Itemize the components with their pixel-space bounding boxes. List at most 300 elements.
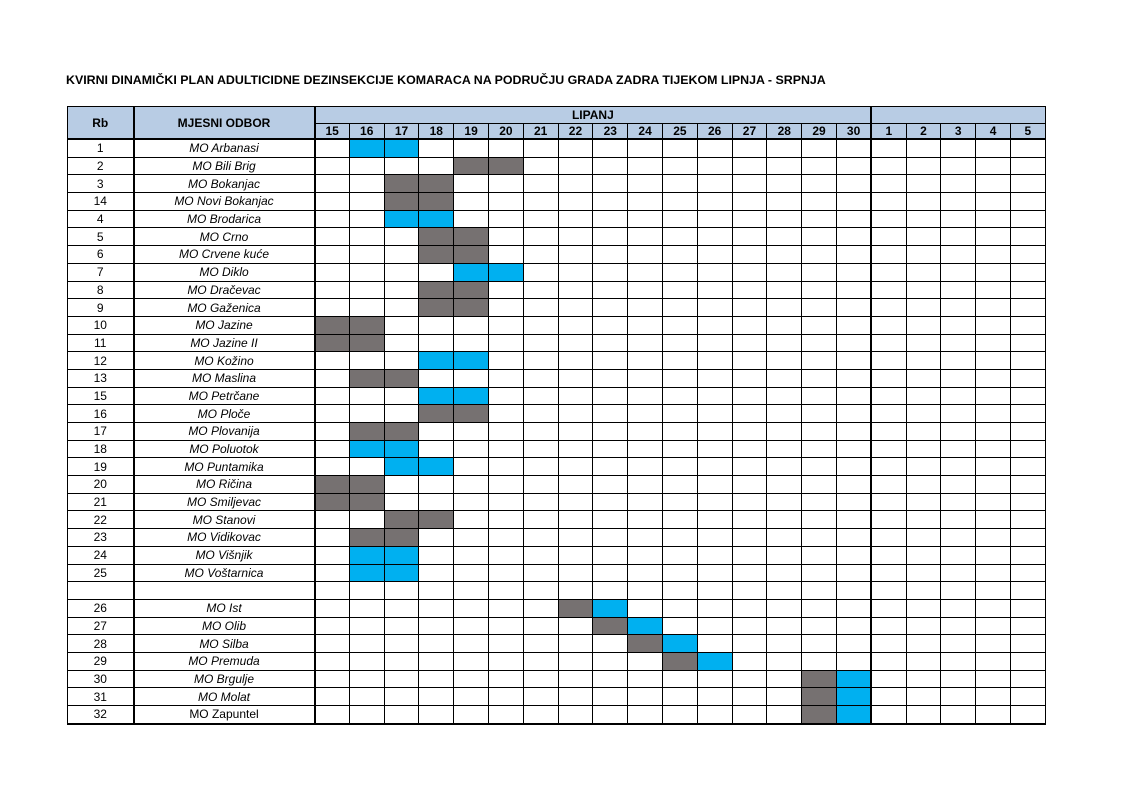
schedule-cell [906,706,941,724]
schedule-cell [523,263,558,281]
schedule-cell [558,193,593,211]
schedule-cell-gray [593,617,628,635]
schedule-cell [488,316,523,334]
schedule-cell [628,139,663,157]
schedule-cell [349,599,384,617]
schedule-cell [767,617,802,635]
schedule-cell [941,635,976,653]
table-row [68,706,1046,724]
schedule-cell [558,706,593,724]
schedule-cell [732,688,767,706]
schedule-cell [384,316,419,334]
schedule-cell [697,157,732,175]
schedule-cell [628,228,663,246]
schedule-cell [662,529,697,547]
schedule-cell [1010,175,1045,193]
schedule-cell [558,334,593,352]
schedule-cell [315,511,350,529]
schedule-cell [523,599,558,617]
schedule-cell [871,210,906,228]
schedule-cell [836,369,871,387]
schedule-cell [315,352,350,370]
schedule-cell [906,617,941,635]
schedule-cell-blue [454,387,489,405]
schedule-table [67,106,1046,725]
schedule-cell [941,299,976,317]
table-row [68,476,1046,494]
schedule-cell [593,440,628,458]
schedule-cell [802,617,837,635]
schedule-cell [1010,228,1045,246]
schedule-cell [315,706,350,724]
schedule-cell-gray [419,405,454,423]
schedule-cell [976,228,1011,246]
schedule-cell [802,582,837,600]
schedule-cell [941,246,976,264]
schedule-cell-blue [454,263,489,281]
schedule-cell [836,440,871,458]
schedule-cell [906,670,941,688]
table-row [68,599,1046,617]
schedule-cell [1010,688,1045,706]
row-number: 10 [68,316,134,334]
schedule-cell [454,564,489,582]
schedule-cell [593,299,628,317]
header-day: 16 [349,124,384,140]
schedule-cell [523,617,558,635]
header-day: 15 [315,124,350,140]
schedule-cell [836,617,871,635]
schedule-cell [523,546,558,564]
schedule-cell [315,369,350,387]
schedule-cell [315,405,350,423]
schedule-cell [732,210,767,228]
row-number: 13 [68,369,134,387]
schedule-cell [488,564,523,582]
schedule-cell [558,493,593,511]
schedule-cell [697,316,732,334]
schedule-cell [1010,423,1045,441]
schedule-cell [767,175,802,193]
schedule-cell [419,316,454,334]
schedule-cell [454,493,489,511]
schedule-cell [697,193,732,211]
schedule-cell [349,228,384,246]
schedule-cell [523,670,558,688]
schedule-cell [906,493,941,511]
schedule-cell [523,210,558,228]
schedule-cell [871,316,906,334]
schedule-cell [454,546,489,564]
schedule-cell [802,440,837,458]
schedule-cell [697,529,732,547]
schedule-cell [488,599,523,617]
schedule-cell [732,246,767,264]
schedule-cell [384,228,419,246]
header-day: 22 [558,124,593,140]
schedule-cell [802,546,837,564]
schedule-cell [419,688,454,706]
schedule-cell [732,529,767,547]
schedule-cell-gray [384,193,419,211]
schedule-cell [976,139,1011,157]
schedule-cell [836,246,871,264]
schedule-cell [976,564,1011,582]
mjesni-odbor-name: MO Stanovi [134,511,315,529]
schedule-cell [454,617,489,635]
schedule-cell [349,511,384,529]
schedule-cell [384,670,419,688]
schedule-cell [836,599,871,617]
schedule-cell [871,157,906,175]
schedule-cell [836,139,871,157]
schedule-cell [767,157,802,175]
schedule-cell [697,564,732,582]
schedule-cell [523,564,558,582]
schedule-cell [454,139,489,157]
mjesni-odbor-name: MO Novi Bokanjac [134,193,315,211]
schedule-cell [976,157,1011,175]
schedule-cell [662,405,697,423]
schedule-cell [976,493,1011,511]
mjesni-odbor-name: MO Olib [134,617,315,635]
schedule-cell [941,706,976,724]
row-number: 25 [68,564,134,582]
schedule-cell [488,476,523,494]
row-number: 9 [68,299,134,317]
schedule-cell [523,299,558,317]
schedule-cell-gray [419,299,454,317]
schedule-cell [906,458,941,476]
schedule-cell-blue [454,352,489,370]
schedule-cell [593,476,628,494]
schedule-cell [732,157,767,175]
schedule-cell [941,316,976,334]
schedule-cell [662,423,697,441]
row-number: 4 [68,210,134,228]
schedule-cell [488,281,523,299]
schedule-cell [697,688,732,706]
schedule-cell [906,139,941,157]
schedule-cell [732,582,767,600]
schedule-cell [593,352,628,370]
header-day: 2 [906,124,941,140]
schedule-cell [767,387,802,405]
schedule-cell [1010,635,1045,653]
schedule-cell [906,210,941,228]
schedule-cell [628,405,663,423]
schedule-cell-gray [419,511,454,529]
schedule-cell [384,157,419,175]
schedule-cell [349,458,384,476]
schedule-cell [662,175,697,193]
schedule-cell [593,281,628,299]
schedule-cell [976,175,1011,193]
row-number: 16 [68,405,134,423]
row-number: 29 [68,652,134,670]
schedule-cell [488,139,523,157]
schedule-cell [697,246,732,264]
schedule-cell-gray [454,281,489,299]
schedule-cell [802,175,837,193]
schedule-cell [802,246,837,264]
schedule-cell [732,316,767,334]
row-number: 20 [68,476,134,494]
schedule-cell [871,263,906,281]
schedule-cell [697,511,732,529]
schedule-cell [836,334,871,352]
schedule-cell [628,652,663,670]
schedule-cell [976,193,1011,211]
row-number: 26 [68,599,134,617]
schedule-cell [697,599,732,617]
schedule-cell [628,193,663,211]
schedule-cell [871,405,906,423]
schedule-cell [419,263,454,281]
schedule-cell [315,263,350,281]
schedule-cell [384,599,419,617]
header-day: 21 [523,124,558,140]
schedule-cell [802,529,837,547]
mjesni-odbor-name: MO Brodarica [134,210,315,228]
schedule-cell [941,529,976,547]
schedule-cell-gray [419,193,454,211]
schedule-cell [871,688,906,706]
schedule-cell-gray [349,369,384,387]
row-number: 32 [68,706,134,724]
schedule-cell [732,493,767,511]
schedule-cell [1010,706,1045,724]
schedule-cell [1010,246,1045,264]
schedule-cell [1010,210,1045,228]
row-number: 23 [68,529,134,547]
table-row [68,352,1046,370]
schedule-cell [941,387,976,405]
schedule-cell [941,157,976,175]
schedule-cell [767,210,802,228]
schedule-cell [593,546,628,564]
schedule-cell [315,670,350,688]
schedule-cell [871,652,906,670]
schedule-cell-gray [384,175,419,193]
schedule-cell [593,458,628,476]
schedule-cell-blue [384,440,419,458]
schedule-cell [697,281,732,299]
schedule-cell [558,316,593,334]
schedule-cell [558,564,593,582]
schedule-cell [836,352,871,370]
schedule-cell [941,334,976,352]
schedule-cell [349,635,384,653]
schedule-cell [558,228,593,246]
schedule-cell [767,423,802,441]
schedule-cell [732,352,767,370]
schedule-cell [767,316,802,334]
schedule-cell [767,546,802,564]
mjesni-odbor-name: MO Diklo [134,263,315,281]
schedule-cell [941,281,976,299]
schedule-cell [941,546,976,564]
schedule-cell [349,281,384,299]
schedule-cell [628,599,663,617]
schedule-cell [976,529,1011,547]
table-row [68,458,1046,476]
schedule-cell [662,281,697,299]
table-row [68,670,1046,688]
schedule-cell [1010,529,1045,547]
schedule-cell [349,175,384,193]
schedule-cell [941,263,976,281]
schedule-cell [871,299,906,317]
schedule-cell [802,139,837,157]
schedule-cell [836,193,871,211]
schedule-cell [488,688,523,706]
header-day: 28 [767,124,802,140]
schedule-cell [523,635,558,653]
schedule-cell [1010,493,1045,511]
schedule-cell [419,334,454,352]
table-row [68,281,1046,299]
schedule-cell [1010,652,1045,670]
schedule-cell [941,352,976,370]
schedule-cell [593,635,628,653]
row-number: 11 [68,334,134,352]
schedule-cell [523,369,558,387]
schedule-cell [523,157,558,175]
schedule-cell-gray [419,228,454,246]
schedule-cell [767,139,802,157]
schedule-cell [349,652,384,670]
schedule-cell [871,139,906,157]
schedule-cell [767,299,802,317]
schedule-cell-blue [349,139,384,157]
schedule-cell [906,652,941,670]
schedule-cell [941,617,976,635]
schedule-cell [419,564,454,582]
schedule-cell [871,246,906,264]
schedule-cell [802,228,837,246]
schedule-cell [871,334,906,352]
schedule-cell [628,529,663,547]
schedule-cell [941,405,976,423]
schedule-cell [454,175,489,193]
schedule-cell-blue [662,635,697,653]
schedule-cell [941,440,976,458]
schedule-cell [697,670,732,688]
schedule-cell [384,352,419,370]
schedule-cell [767,352,802,370]
schedule-cell [1010,582,1045,600]
schedule-cell [593,175,628,193]
schedule-cell [523,175,558,193]
schedule-cell [906,599,941,617]
schedule-cell [558,652,593,670]
schedule-cell [384,387,419,405]
schedule-cell [767,688,802,706]
schedule-cell [732,423,767,441]
row-number: 5 [68,228,134,246]
schedule-cell [697,440,732,458]
schedule-cell [488,706,523,724]
schedule-cell [976,263,1011,281]
schedule-cell-gray [315,316,350,334]
schedule-cell [836,529,871,547]
schedule-cell [1010,546,1045,564]
schedule-cell [1010,670,1045,688]
schedule-cell [1010,369,1045,387]
schedule-cell-gray [419,246,454,264]
schedule-cell [836,157,871,175]
schedule-cell [419,476,454,494]
schedule-cell [941,175,976,193]
schedule-cell [976,458,1011,476]
row-number: 7 [68,263,134,281]
schedule-cell [558,546,593,564]
schedule-cell [697,210,732,228]
schedule-cell [871,387,906,405]
schedule-cell [558,405,593,423]
table-row [68,635,1046,653]
header-day: 4 [976,124,1011,140]
schedule-cell [628,387,663,405]
schedule-cell [488,670,523,688]
schedule-cell [767,670,802,688]
schedule-cell [454,688,489,706]
mjesni-odbor-name: MO Gaženica [134,299,315,317]
schedule-cell [732,281,767,299]
schedule-cell [906,546,941,564]
schedule-cell [593,670,628,688]
schedule-cell [976,281,1011,299]
schedule-cell [454,440,489,458]
schedule-cell [662,299,697,317]
schedule-cell [628,210,663,228]
schedule-cell [767,193,802,211]
mjesni-odbor-name [134,582,315,600]
schedule-cell [836,281,871,299]
schedule-cell [523,476,558,494]
schedule-cell [558,635,593,653]
schedule-cell-gray [349,316,384,334]
schedule-cell [732,670,767,688]
schedule-cell [315,529,350,547]
schedule-cell [558,476,593,494]
schedule-cell [454,458,489,476]
schedule-cell [976,423,1011,441]
schedule-cell [349,582,384,600]
schedule-cell [558,423,593,441]
schedule-cell [593,139,628,157]
schedule-cell-gray [384,369,419,387]
schedule-cell [836,582,871,600]
schedule-cell [732,405,767,423]
mjesni-odbor-name: MO Crvene kuće [134,246,315,264]
header-day: 27 [732,124,767,140]
schedule-cell [315,635,350,653]
row-number: 31 [68,688,134,706]
schedule-cell [871,599,906,617]
schedule-cell [976,546,1011,564]
schedule-cell [454,599,489,617]
schedule-cell [941,139,976,157]
schedule-cell [628,263,663,281]
row-number: 14 [68,193,134,211]
mjesni-odbor-name: MO Voštarnica [134,564,315,582]
schedule-cell-blue [384,139,419,157]
schedule-cell [732,511,767,529]
schedule-cell [697,228,732,246]
schedule-cell [593,157,628,175]
